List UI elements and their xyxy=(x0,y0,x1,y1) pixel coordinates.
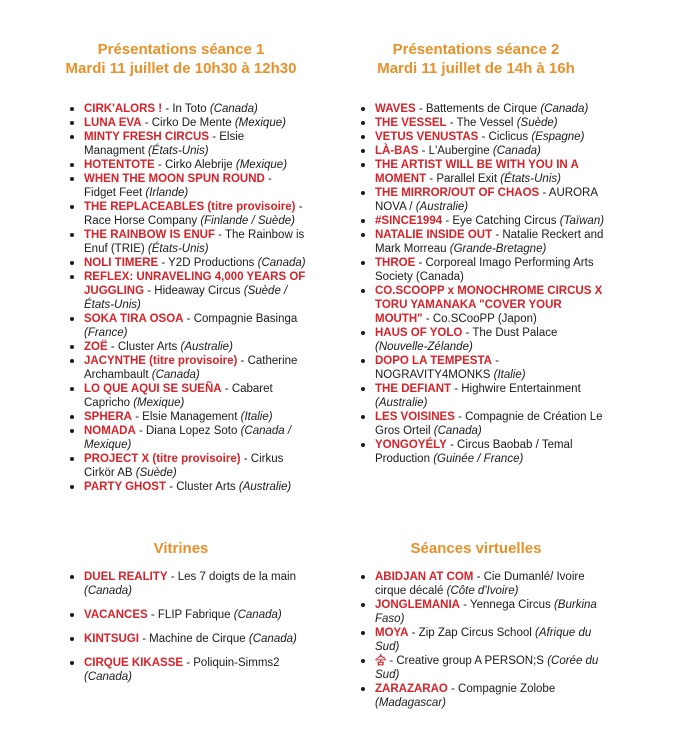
country-origin: (Australie) xyxy=(375,397,428,409)
company-name: - Circus Baobab / Temal Production xyxy=(375,439,573,465)
section-title: Présentations séance 1 xyxy=(97,41,265,58)
performance-title: JACYNTHE (titre provisoire) xyxy=(84,355,238,367)
company-name: - The Vessel xyxy=(446,117,517,129)
list-item xyxy=(361,256,605,284)
performance-list xyxy=(56,570,306,684)
company-name: - L'Aubergine xyxy=(418,145,493,157)
country-origin: (Canada) xyxy=(84,671,132,683)
performance-title: THE REPLACEABLES (titre provisoire) xyxy=(84,201,296,213)
country-origin: (Côte d'Ivoire) xyxy=(446,585,519,597)
list-item xyxy=(70,382,306,410)
company-name: - Elsie Managment xyxy=(84,131,245,157)
list-item xyxy=(361,410,605,438)
company-name: - Diana Lopez Soto xyxy=(135,425,241,437)
country-origin: (Afrique du Sud) xyxy=(375,627,592,653)
performance-title: CIRQUE KIKASSE xyxy=(84,657,184,669)
company-name: - Cirko Alebrije xyxy=(154,159,236,171)
company-name: - AURORA NOVA / xyxy=(375,187,598,213)
list-item xyxy=(361,116,605,130)
country-origin: (Canada) xyxy=(84,585,132,597)
list-item xyxy=(361,228,605,256)
company-name: - Creative group A PERSON;S xyxy=(386,655,548,667)
country-origin: (Nouvelle-Zélande) xyxy=(375,341,473,353)
country-origin: (Italie) xyxy=(493,369,526,381)
company-name: - Yennega Circus xyxy=(459,599,554,611)
company-name: - Ciclicus xyxy=(478,131,532,143)
country-origin: (Irlande) xyxy=(145,187,189,199)
country-origin: (Australie) xyxy=(238,481,292,493)
list-item xyxy=(70,608,306,622)
company-name: - Cirkus Cirkör AB xyxy=(84,453,284,479)
list-item xyxy=(70,312,306,340)
session-2-section xyxy=(347,40,605,466)
company-name: - Highwire Entertainment xyxy=(451,383,581,395)
country-origin: (Italie) xyxy=(240,411,273,423)
list-item xyxy=(361,654,605,682)
country-origin: (Canada) xyxy=(540,103,589,115)
list-item xyxy=(70,158,306,172)
country-origin: (Australie) xyxy=(180,341,233,353)
list-item xyxy=(70,130,306,158)
company-name: - Catherine Archambault xyxy=(84,355,298,381)
company-name: - Poliquin-Simms2 xyxy=(183,657,280,669)
country-origin: (Mexique) xyxy=(133,397,185,409)
list-item xyxy=(361,598,605,626)
performance-title: THROE xyxy=(375,257,416,269)
session-1-section xyxy=(56,40,306,494)
performance-title: LÀ-BAS xyxy=(375,145,419,157)
performance-title: LO QUE AQUI SE SUEÑA xyxy=(84,383,222,395)
company-name: - NOGRAVITY4MONKS xyxy=(375,355,499,381)
company-name: - Battements de Cirque xyxy=(415,103,541,115)
company-name: - FLIP Fabrique xyxy=(147,609,234,621)
performance-title: NATALIE INSIDE OUT xyxy=(375,229,493,241)
list-item xyxy=(70,200,306,228)
performance-title: DUEL REALITY xyxy=(84,571,168,583)
company-name: - Natalie Reckert and Mark Morreau xyxy=(375,229,604,255)
list-item xyxy=(70,256,306,270)
company-name: - Cie Dumanlé/ Ivoire cirque décalé xyxy=(375,571,585,597)
company-name: - Elsie Management xyxy=(131,411,241,423)
company-name: - Cluster Arts xyxy=(107,341,181,353)
section-date: Mardi 11 juillet de 10h30 à 12h30 xyxy=(65,60,297,77)
performance-title: THE DEFIANT xyxy=(375,383,452,395)
list-item xyxy=(70,354,306,382)
company-name: - Machine de Cirque xyxy=(138,633,249,645)
performance-title: DOPO LA TEMPESTA xyxy=(375,355,492,367)
country-origin: (France) xyxy=(84,327,128,339)
list-item xyxy=(361,186,605,214)
list-item xyxy=(70,270,306,312)
list-item xyxy=(361,382,605,410)
company-name: - Parallel Exit xyxy=(426,173,501,185)
list-item xyxy=(361,570,605,598)
country-origin: (Suède) xyxy=(516,117,558,129)
company-name: - Y2D Productions xyxy=(158,257,258,269)
company-name: - Co.SCooPP (Japon) xyxy=(422,313,537,325)
country-origin: (États-Unis) xyxy=(147,145,209,157)
list-item xyxy=(361,682,605,710)
list-item xyxy=(70,172,306,200)
company-name: - Zip Zap Circus School xyxy=(408,627,535,639)
country-origin: (Mexique) xyxy=(234,117,286,129)
performance-title: MOYA xyxy=(375,627,409,639)
country-origin: (Suède / États-Unis) xyxy=(84,285,288,311)
performance-list xyxy=(56,102,306,494)
performance-title: THE ARTIST WILL BE WITH YOU IN A MOMENT xyxy=(375,159,579,185)
performance-title: WHEN THE MOON SPUN ROUND xyxy=(84,173,265,185)
company-name: - Compagnie Zolobe xyxy=(447,683,556,695)
virtual-sessions-section xyxy=(347,539,605,710)
country-origin: (Corée du Sud) xyxy=(375,655,599,681)
section-title: Présentations séance 2 xyxy=(392,41,560,58)
list-item xyxy=(70,116,306,130)
company-name: - Fidget Feet xyxy=(84,173,272,199)
performance-title: CO.SCOOPP x MONOCHROME CIRCUS X TORU YAMANAKA "COVER YOUR MOUTH" xyxy=(375,285,603,325)
performance-title: NOMADA xyxy=(84,425,136,437)
country-origin: (Canada) xyxy=(233,609,282,621)
list-item xyxy=(361,284,605,326)
performance-title: HAUS OF YOLO xyxy=(375,327,463,339)
performance-title: SPHERA xyxy=(84,411,132,423)
country-origin: (Canada) xyxy=(433,425,482,437)
list-item xyxy=(70,102,306,116)
performance-title: SOKA TIRA OSOA xyxy=(84,313,184,325)
list-item xyxy=(361,214,605,228)
list-item xyxy=(361,158,605,186)
country-origin: (Grande-Bretagne) xyxy=(449,243,547,255)
vitrines-section xyxy=(56,539,306,694)
list-item xyxy=(361,102,605,116)
performance-title: LUNA EVA xyxy=(84,117,142,129)
list-item xyxy=(361,626,605,654)
performance-title: PROJECT X (titre provisoire) xyxy=(84,453,241,465)
list-item xyxy=(70,656,306,684)
company-name: - Compagnie de Création Le Gros Orteil xyxy=(375,411,603,437)
country-origin: (Guinée / France) xyxy=(433,453,524,465)
company-name: - Compagnie Basinga xyxy=(183,313,298,325)
list-item xyxy=(361,326,605,354)
performance-title: HOTENTOTE xyxy=(84,159,155,171)
list-item xyxy=(70,452,306,480)
company-name: - Hideaway Circus xyxy=(144,285,244,297)
list-item xyxy=(361,438,605,466)
list-item xyxy=(70,632,306,646)
list-item xyxy=(70,228,306,256)
section-title: Séances virtuelles xyxy=(410,540,542,557)
country-origin: (Australie) xyxy=(415,201,469,213)
country-origin: (États-Unis) xyxy=(500,173,561,185)
country-origin: (Suède) xyxy=(135,467,177,479)
list-item xyxy=(70,340,306,354)
performance-title: ZARAZARAO xyxy=(375,683,448,695)
performance-title: PARTY GHOST xyxy=(84,481,166,493)
performance-title: MINTY FRESH CIRCUS xyxy=(84,131,210,143)
country-origin: (Madagascar) xyxy=(375,697,446,709)
country-origin: (Finlande / Suède) xyxy=(200,215,295,227)
performance-title: ZOË xyxy=(84,341,108,353)
company-name: - Eye Catching Circus xyxy=(442,215,560,227)
performance-title: CIRK'ALORS ! xyxy=(84,103,163,115)
performance-title: 숨 xyxy=(375,655,387,667)
list-item xyxy=(70,480,306,494)
list-item xyxy=(361,354,605,382)
country-origin: (Canada) xyxy=(151,369,200,381)
list-item xyxy=(70,410,306,424)
performance-title: THE VESSEL xyxy=(375,117,447,129)
performance-title: #SINCE1994 xyxy=(375,215,443,227)
performance-title: KINTSUGI xyxy=(84,633,139,645)
performance-title: NOLI TIMERE xyxy=(84,257,159,269)
list-item xyxy=(361,130,605,144)
country-origin: (Espagne) xyxy=(531,131,585,143)
company-name: - Cirko De Mente xyxy=(141,117,235,129)
performance-title: JONGLEMANIA xyxy=(375,599,460,611)
company-name: - Les 7 doigts de la main xyxy=(167,571,296,583)
performance-title: LES VOISINES xyxy=(375,411,455,423)
performance-title: ABIDJAN AT COM xyxy=(375,571,474,583)
performance-list xyxy=(347,102,605,466)
performance-title: THE RAINBOW IS ENUF xyxy=(84,229,215,241)
country-origin: (Burkina Faso) xyxy=(375,599,597,625)
company-name: - Race Horse Company xyxy=(84,201,303,227)
country-origin: (Canada) xyxy=(209,103,258,115)
country-origin: (États-Unis) xyxy=(147,243,209,255)
list-item xyxy=(70,424,306,452)
country-origin: (Canada) xyxy=(492,145,541,157)
company-name: - Cluster Arts xyxy=(166,481,239,493)
performance-title: VETUS VENUSTAS xyxy=(375,131,479,143)
list-item xyxy=(361,144,605,158)
company-name: - Corporeal Imago Performing Arts Society (Canada) xyxy=(375,257,594,283)
list-item xyxy=(70,570,306,598)
company-name: - The Rainbow is Enuf (TRIE) xyxy=(84,229,305,255)
country-origin: (Canada / Mexique) xyxy=(84,425,292,451)
performance-title: WAVES xyxy=(375,103,416,115)
performance-title: YONGOYÉLY xyxy=(375,439,447,451)
country-origin: (Canada) xyxy=(248,633,297,645)
performance-title: VACANCES xyxy=(84,609,148,621)
section-title: Vitrines xyxy=(153,540,209,557)
performance-list xyxy=(347,570,605,710)
performance-title: REFLEX: UNRAVELING 4,000 YEARS OF JUGGLING xyxy=(84,271,306,297)
company-name: - The Dust Palace xyxy=(462,327,558,339)
country-origin: (Canada) xyxy=(257,257,306,269)
country-origin: (Taïwan) xyxy=(559,215,605,227)
company-name: - Cabaret Capricho xyxy=(84,383,273,409)
performance-title: THE MIRROR/OUT OF CHAOS xyxy=(375,187,540,199)
company-name: - In Toto xyxy=(162,103,210,115)
section-date: Mardi 11 juillet de 14h à 16h xyxy=(377,60,575,77)
country-origin: (Mexique) xyxy=(235,159,288,171)
